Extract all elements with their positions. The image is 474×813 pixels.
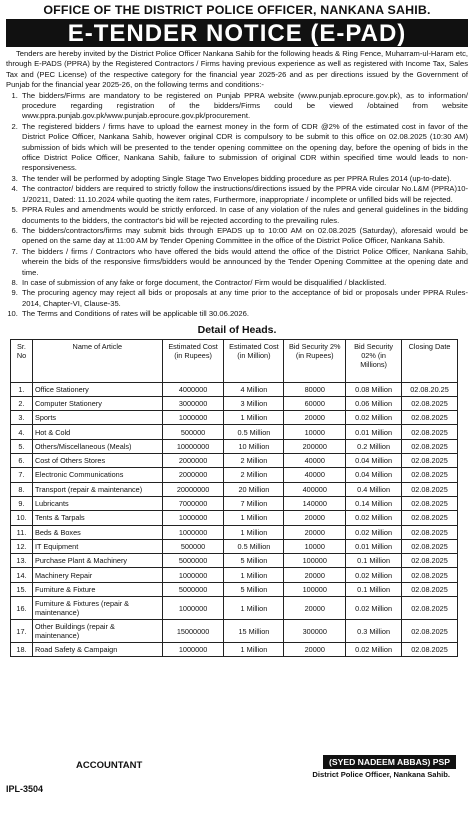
cell-article: IT Equipment	[32, 539, 162, 553]
cell-est-cost-million: 5 Million	[224, 554, 284, 568]
cell-bid-security-millions: 0.01 Million	[346, 539, 402, 553]
cell-est-cost-million: 4 Million	[224, 382, 284, 396]
cell-article: Computer Stationery	[32, 396, 162, 410]
cell-est-cost-rupees: 4000000	[162, 382, 224, 396]
table-row	[11, 597, 458, 620]
table-row	[11, 411, 458, 425]
table-row	[11, 396, 458, 410]
cell-closing-date: 02.08.2025	[402, 439, 458, 453]
cell-bid-security-millions: 0.02 Million	[346, 525, 402, 539]
cell-est-cost-million: 0.5 Million	[224, 425, 284, 439]
cell-est-cost-million: 1 Million	[224, 511, 284, 525]
cell-est-cost-million: 1 Million	[224, 568, 284, 582]
cell-bid-security-millions: 0.06 Million	[346, 396, 402, 410]
term-item: 1. The bidders/Firms are mandatory to be registered on Punjab PPRA website (www.punjab.eprocure.gov.pk), as to information/ procedure regarding registration of the bidders/Firms could be viewed /obtained from website www.ppra.punjab.gov.pk/www.punjab.eprocure.gov.pk/procurement.	[20, 91, 468, 122]
cell-sr-no: 12.	[11, 539, 33, 553]
cell-article: Cost of Others Stores	[32, 454, 162, 468]
table-row	[11, 425, 458, 439]
cell-est-cost-rupees: 15000000	[162, 620, 224, 643]
cell-closing-date: 02.08.2025	[402, 496, 458, 510]
cell-closing-date: 02.08.2025	[402, 396, 458, 410]
cell-est-cost-million: 5 Million	[224, 582, 284, 596]
cell-bid-security-millions: 0.02 Million	[346, 643, 402, 657]
cell-est-cost-million: 1 Million	[224, 411, 284, 425]
cell-bid-security-millions: 0.08 Million	[346, 382, 402, 396]
cell-article: Office Stationery	[32, 382, 162, 396]
cell-closing-date: 02.08.2025	[402, 539, 458, 553]
office-heading: OFFICE OF THE DISTRICT POLICE OFFICER, NANKANA SAHIB.	[43, 3, 431, 17]
cell-sr-no: 14.	[11, 568, 33, 582]
term-item: 5. PPRA Rules and amendments would be strictly enforced. In case of any violation of the rules and general guidelines in the bidding documents to the bidders, the contractor's bid will be rejected according to the prevailing rules.	[20, 205, 468, 226]
table-header-row	[11, 339, 458, 382]
table-row	[11, 620, 458, 643]
cell-sr-no: 9.	[11, 496, 33, 510]
cell-est-cost-rupees: 500000	[162, 425, 224, 439]
reference-number: IPL-3504	[6, 784, 44, 794]
cell-bid-security-rupees: 100000	[284, 582, 346, 596]
cell-closing-date: 02.08.2025	[402, 425, 458, 439]
cell-bid-security-rupees: 20000	[284, 511, 346, 525]
cell-est-cost-million: 15 Million	[224, 620, 284, 643]
term-item: 6. The bidders/contractors/firms may submit bids through EPADS up to 10:00 AM on 02.08.2025 (Saturday), aforesaid would be opened on the same day at 11:00 AM by Tender Opening Committee in the office of the District Police Officer, Nankana Sahib.	[20, 226, 468, 247]
table-row	[11, 439, 458, 453]
term-item: 9. The procuring agency may reject all bids or proposals at any time prior to the acceptance of bid or proposals under PPRA Rules-2014, Chapter-VI, Clause-35.	[20, 288, 468, 309]
table-row	[11, 582, 458, 596]
cell-est-cost-rupees: 500000	[162, 539, 224, 553]
cell-bid-security-rupees: 20000	[284, 411, 346, 425]
cell-article: Electronic Communications	[32, 468, 162, 482]
cell-bid-security-rupees: 20000	[284, 597, 346, 620]
footer	[6, 752, 468, 806]
cell-bid-security-millions: 0.04 Million	[346, 454, 402, 468]
cell-article: Purchase Plant & Machinery	[32, 554, 162, 568]
cell-est-cost-rupees: 20000000	[162, 482, 224, 496]
cell-sr-no: 6.	[11, 454, 33, 468]
term-item: 10. The Terms and Conditions of rates will be applicable till 30.06.2026.	[20, 309, 468, 319]
cell-article: Furniture & Fixture	[32, 582, 162, 596]
cell-sr-no: 10.	[11, 511, 33, 525]
term-item: 7. The bidders / firms / Contractors who have offered the bids would attend the office of the District Police Officer, Nankana Sahib, wherein the bids of the responsive firms/bidders would be announced by the Tender Opening Committee at the opening date and time.	[20, 247, 468, 278]
cell-closing-date: 02.08.2025	[402, 620, 458, 643]
cell-sr-no: 13.	[11, 554, 33, 568]
header-bid-security-rupees: Bid Security 2% (in Rupees)	[284, 339, 346, 382]
table-row	[11, 511, 458, 525]
accountant-label: ACCOUNTANT	[76, 760, 143, 771]
cell-closing-date: 02.08.2025	[402, 511, 458, 525]
term-item: 4. The contractor/ bidders are required to strictly follow the instructions/directions issued by the PPRA vide circular No.L&M (PPRA)10-1/20211, Dated: 11.10.2024 while quoting the item rates, Furthermore, inappropriate / incomplete or unfilled bids will be rejected.	[20, 184, 468, 205]
cell-est-cost-million: 1 Million	[224, 525, 284, 539]
cell-article: Transport (repair & maintenance)	[32, 482, 162, 496]
cell-est-cost-million: 1 Million	[224, 643, 284, 657]
cell-article: Lubricants	[32, 496, 162, 510]
cell-sr-no: 5.	[11, 439, 33, 453]
cell-est-cost-rupees: 1000000	[162, 525, 224, 539]
cell-est-cost-rupees: 2000000	[162, 454, 224, 468]
table-row	[11, 496, 458, 510]
cell-closing-date: 02.08.20.25	[402, 382, 458, 396]
header-sr-no: Sr. No	[11, 339, 33, 382]
cell-sr-no: 2.	[11, 396, 33, 410]
cell-bid-security-millions: 0.02 Million	[346, 568, 402, 582]
cell-bid-security-rupees: 200000	[284, 439, 346, 453]
cell-est-cost-rupees: 10000000	[162, 439, 224, 453]
cell-bid-security-rupees: 80000	[284, 382, 346, 396]
cell-bid-security-millions: 0.02 Million	[346, 597, 402, 620]
cell-sr-no: 16.	[11, 597, 33, 620]
cell-article: Other Buildings (repair & maintenance)	[32, 620, 162, 643]
cell-bid-security-rupees: 10000	[284, 539, 346, 553]
cell-sr-no: 4.	[11, 425, 33, 439]
cell-bid-security-millions: 0.01 Million	[346, 425, 402, 439]
cell-bid-security-rupees: 40000	[284, 454, 346, 468]
cell-sr-no: 17.	[11, 620, 33, 643]
header-closing-date: Closing Date	[402, 339, 458, 382]
cell-est-cost-rupees: 7000000	[162, 496, 224, 510]
cell-closing-date: 02.08.2025	[402, 482, 458, 496]
cell-bid-security-rupees: 400000	[284, 482, 346, 496]
header-bid-security-millions: Bid Security 02% (in Millions)	[346, 339, 402, 382]
cell-bid-security-rupees: 20000	[284, 525, 346, 539]
cell-bid-security-rupees: 40000	[284, 468, 346, 482]
cell-closing-date: 02.08.2025	[402, 597, 458, 620]
cell-est-cost-rupees: 1000000	[162, 597, 224, 620]
cell-bid-security-rupees: 300000	[284, 620, 346, 643]
cell-sr-no: 11.	[11, 525, 33, 539]
table-row	[11, 468, 458, 482]
cell-sr-no: 18.	[11, 643, 33, 657]
cell-closing-date: 02.08.2025	[402, 554, 458, 568]
cell-est-cost-million: 0.5 Million	[224, 539, 284, 553]
notice-banner: E-TENDER NOTICE (E-PAD)	[6, 19, 468, 47]
cell-sr-no: 3.	[11, 411, 33, 425]
cell-est-cost-rupees: 1000000	[162, 643, 224, 657]
cell-article: Hot & Cold	[32, 425, 162, 439]
cell-est-cost-rupees: 1000000	[162, 568, 224, 582]
table-row	[11, 539, 458, 553]
cell-est-cost-rupees: 1000000	[162, 511, 224, 525]
cell-bid-security-rupees: 20000	[284, 643, 346, 657]
heads-table	[10, 339, 458, 658]
table-row	[11, 482, 458, 496]
cell-bid-security-millions: 0.3 Million	[346, 620, 402, 643]
terms-list	[6, 91, 468, 320]
cell-closing-date: 02.08.2025	[402, 582, 458, 596]
cell-bid-security-millions: 0.02 Million	[346, 511, 402, 525]
cell-bid-security-rupees: 20000	[284, 568, 346, 582]
cell-closing-date: 02.08.2025	[402, 411, 458, 425]
cell-bid-security-rupees: 60000	[284, 396, 346, 410]
cell-closing-date: 02.08.2025	[402, 568, 458, 582]
cell-bid-security-rupees: 100000	[284, 554, 346, 568]
cell-bid-security-millions: 0.14 Million	[346, 496, 402, 510]
cell-est-cost-million: 7 Million	[224, 496, 284, 510]
table-row	[11, 568, 458, 582]
cell-closing-date: 02.08.2025	[402, 525, 458, 539]
header-est-cost-rupees: Estimated Cost (in Rupees)	[162, 339, 224, 382]
cell-est-cost-million: 2 Million	[224, 454, 284, 468]
header-article: Name of Article	[32, 339, 162, 382]
cell-bid-security-rupees: 140000	[284, 496, 346, 510]
cell-sr-no: 8.	[11, 482, 33, 496]
cell-est-cost-million: 1 Million	[224, 597, 284, 620]
table-row	[11, 554, 458, 568]
cell-article: Others/Miscellaneous (Meals)	[32, 439, 162, 453]
cell-article: Furniture & Fixtures (repair & maintenance)	[32, 597, 162, 620]
cell-article: Beds & Boxes	[32, 525, 162, 539]
cell-bid-security-millions: 0.1 Million	[346, 582, 402, 596]
cell-est-cost-million: 20 Million	[224, 482, 284, 496]
cell-article: Sports	[32, 411, 162, 425]
table-row	[11, 525, 458, 539]
cell-article: Road Safety & Campaign	[32, 643, 162, 657]
cell-bid-security-millions: 0.1 Million	[346, 554, 402, 568]
heads-title: Detail of Heads.	[197, 323, 277, 336]
term-item: 8. In case of submission of any fake or forge document, the Contractor/ Firm would be disqualified / blacklisted.	[20, 278, 468, 288]
cell-est-cost-rupees: 5000000	[162, 582, 224, 596]
cell-sr-no: 1.	[11, 382, 33, 396]
cell-sr-no: 15.	[11, 582, 33, 596]
header-est-cost-million: Estimated Cost (in Million)	[224, 339, 284, 382]
cell-bid-security-millions: 0.4 Million	[346, 482, 402, 496]
cell-est-cost-million: 3 Million	[224, 396, 284, 410]
table-body	[11, 382, 458, 657]
cell-est-cost-rupees: 5000000	[162, 554, 224, 568]
signatory-name: (SYED NADEEM ABBAS) PSP	[323, 755, 456, 769]
cell-est-cost-rupees: 2000000	[162, 468, 224, 482]
cell-bid-security-millions: 0.02 Million	[346, 411, 402, 425]
cell-est-cost-million: 2 Million	[224, 468, 284, 482]
table-row	[11, 382, 458, 396]
term-item: 2. The registered bidders / firms have to upload the earnest money in the form of CDR @2% of the estimated cost in favor of the District Police Officer, Nankana Sahib, however original CDR is compulsory to be submit to this office on 02.08.2025 (10:30 AM) submission of bids which will be presented to the tender opening committee on the opening day, before the opening of bids in the office District Police Officer, Nankana Sahib, failure to submission of original CDR within specified time would leads to non-responsiveness.	[20, 122, 468, 174]
cell-est-cost-million: 10 Million	[224, 439, 284, 453]
cell-closing-date: 02.08.2025	[402, 643, 458, 657]
table-row	[11, 643, 458, 657]
cell-bid-security-millions: 0.04 Million	[346, 468, 402, 482]
cell-article: Machinery Repair	[32, 568, 162, 582]
term-item: 3. The tender will be performed by adopting Single Stage Two Envelopes bidding procedure as per PPRA Rules 2014 (up-to-date).	[20, 174, 468, 184]
cell-closing-date: 02.08.2025	[402, 454, 458, 468]
signatory-designation: District Police Officer, Nankana Sahib.	[312, 770, 450, 779]
cell-sr-no: 7.	[11, 468, 33, 482]
intro-paragraph: Tenders are hereby invited by the District Police Officer Nankana Sahib for the following heads & Ring Fence, Muharram-ul-Haram etc, through E-PADS (PPRA) by the Registered Contractors / Firms having previous experience as well as registered with Income Tax, Sales Tax and (PEC License) of the respective category for the financial year 2025-26 and as per directions issued by the Government of Punjab for the financial year 2025-26, on the following terms and conditions:-	[6, 49, 468, 90]
cell-bid-security-rupees: 10000	[284, 425, 346, 439]
cell-closing-date: 02.08.2025	[402, 468, 458, 482]
table-row	[11, 454, 458, 468]
cell-est-cost-rupees: 1000000	[162, 411, 224, 425]
cell-bid-security-millions: 0.2 Million	[346, 439, 402, 453]
cell-est-cost-rupees: 3000000	[162, 396, 224, 410]
cell-article: Tents & Tarpals	[32, 511, 162, 525]
